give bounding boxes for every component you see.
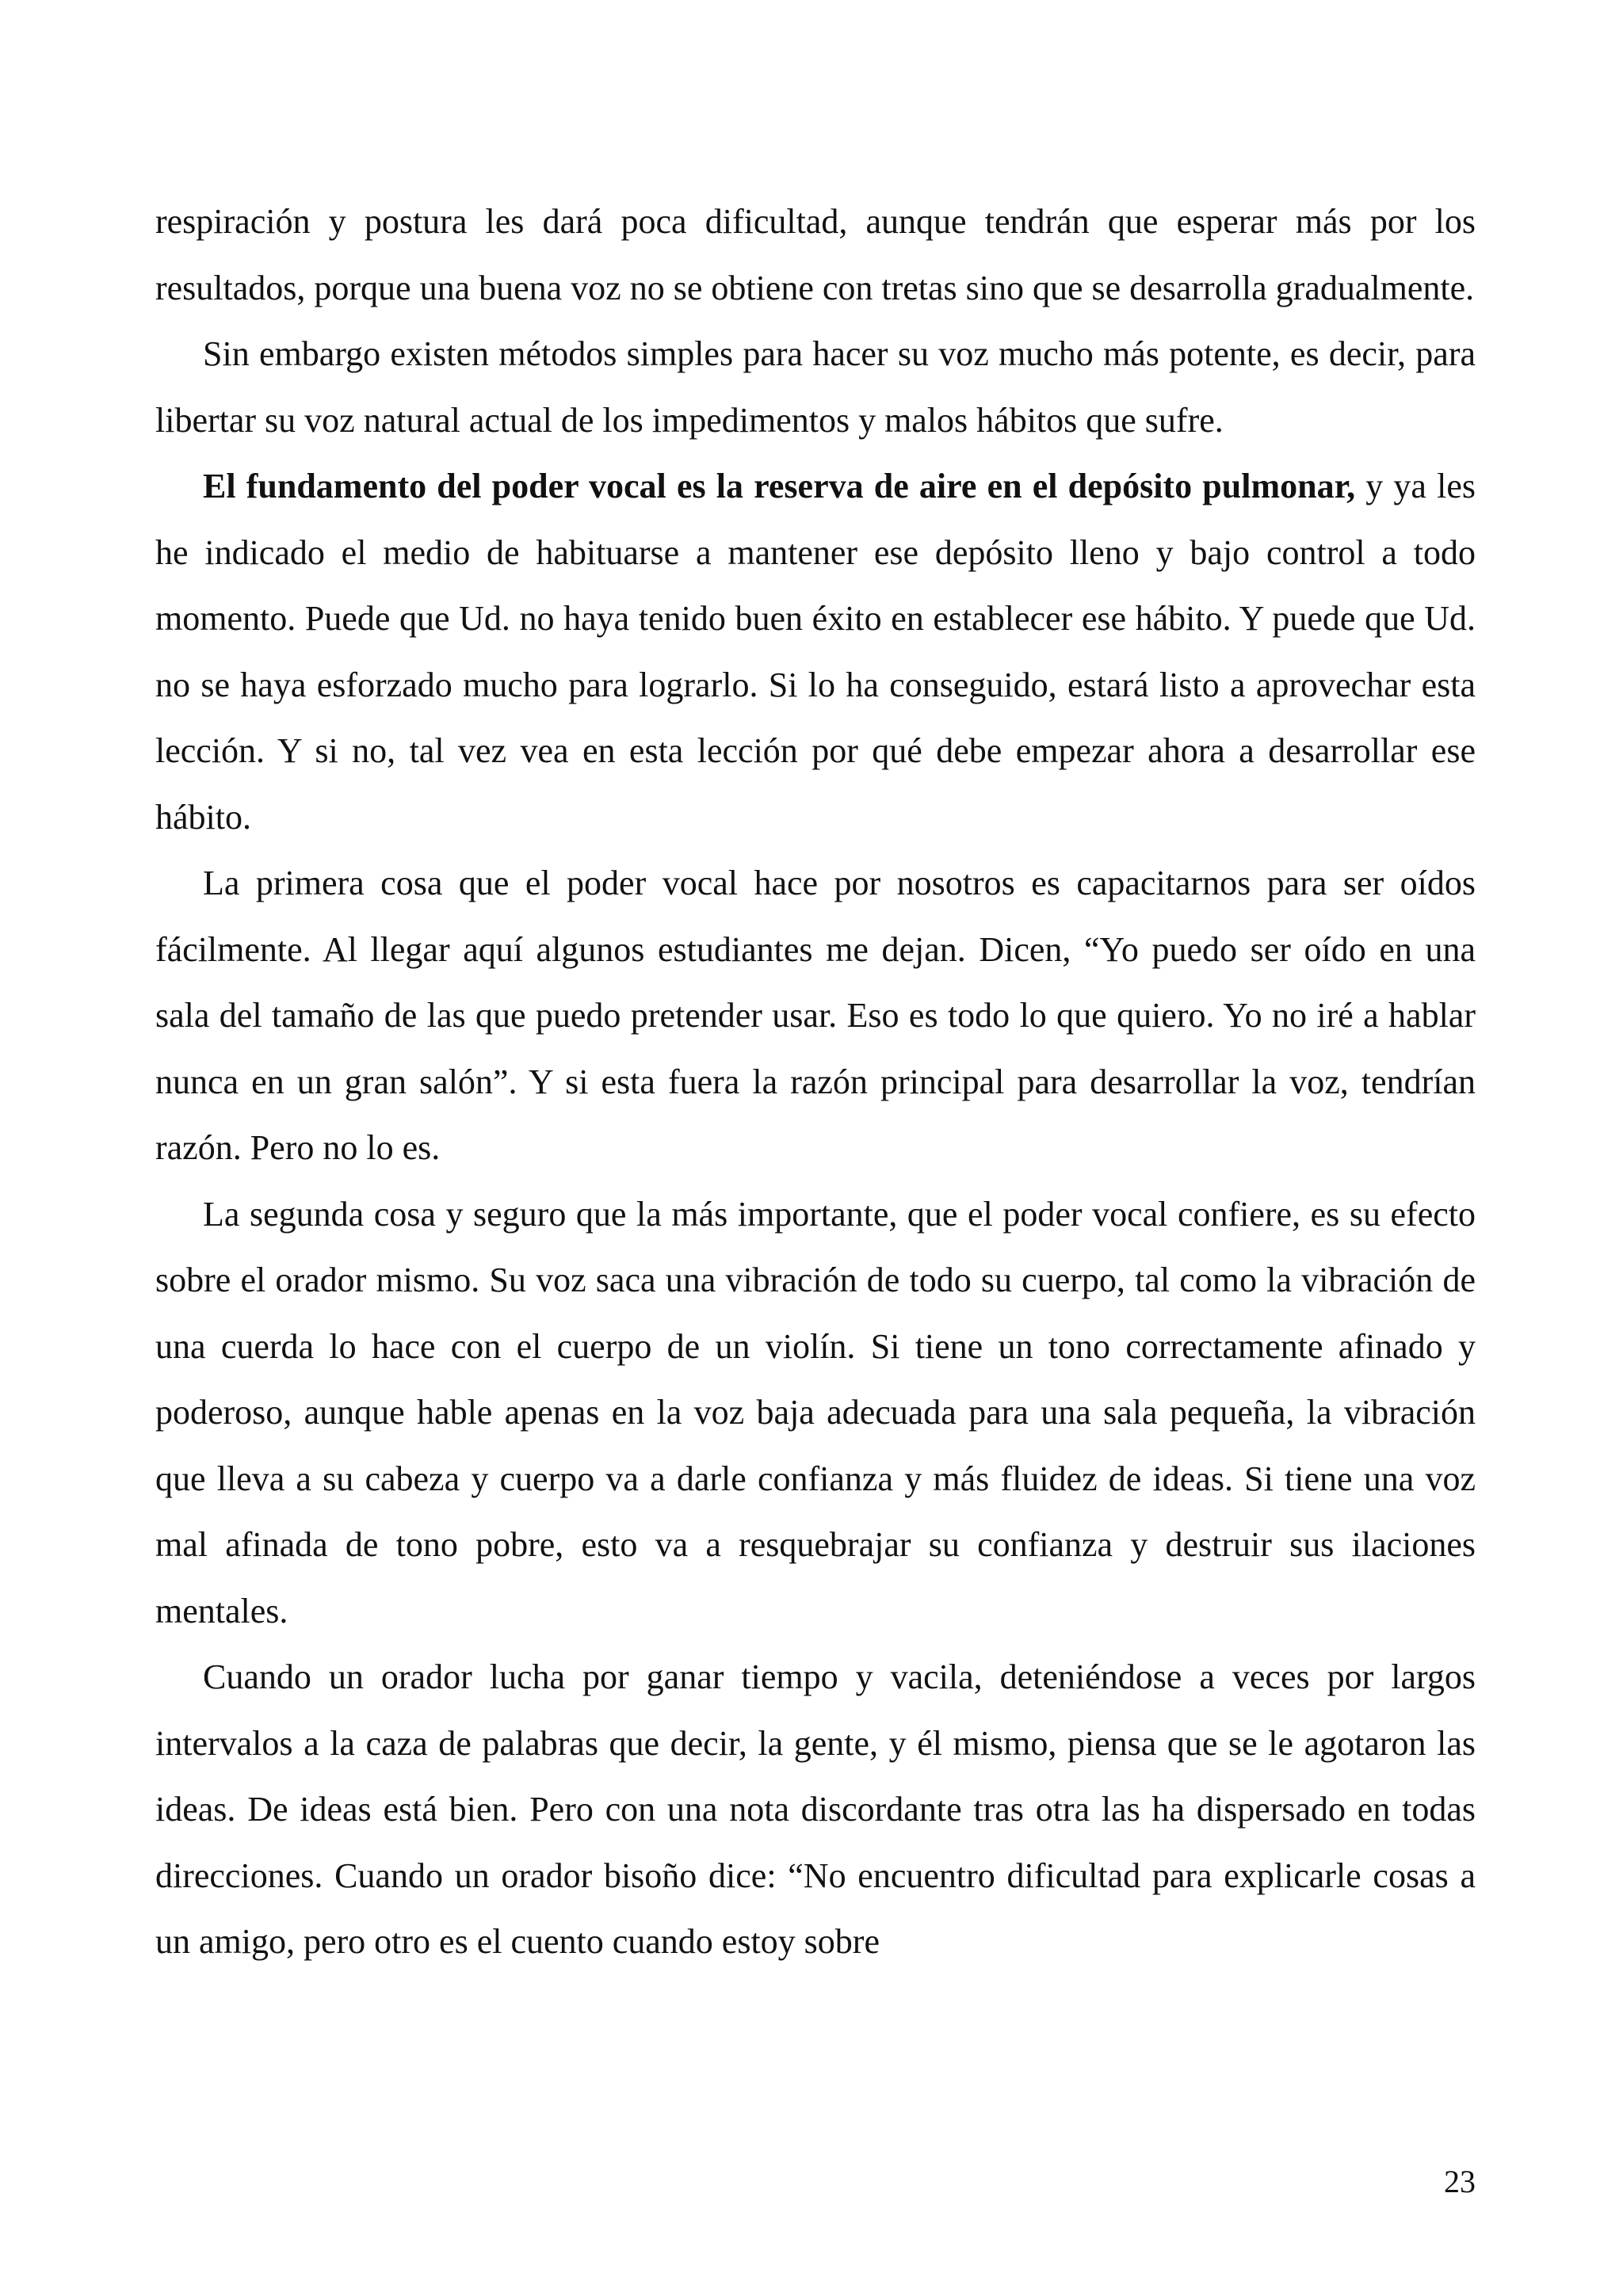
paragraph-6 — [155, 1644, 1476, 1975]
paragraph-3-text: y ya les he indicado el medio de habituarse a mantener ese depósito lleno y bajo control a todo momento. Puede que Ud. no haya tenido buen éxito en establecer ese hábito. Y puede que Ud. no se haya esforzado mucho para lograrlo. Si lo ha conseguido, estará listo a aprovechar esta lección. Y si no, tal vez vea en esta lección por qué debe empezar ahora a desarrollar ese hábito. — [155, 467, 1476, 837]
paragraph-1-text: respiración y postura les dará poca dificultad, aunque tendrán que esperar más por los resultados, porque una buena voz no se obtiene con tretas sino que se desarrolla gradualmente. — [155, 202, 1476, 307]
paragraph-3-bold-lead: El fundamento del poder vocal es la reserva de aire en el depósito pulmonar, — [203, 467, 1356, 505]
paragraph-1 — [155, 189, 1476, 321]
paragraph-3 — [155, 453, 1476, 850]
page-number: 23 — [1444, 2164, 1476, 2199]
paragraph-2-text: Sin embargo existen métodos simples para hacer su voz mucho más potente, es decir, para libertar su voz natural actual de los impedimentos y malos hábitos que sufre. — [155, 334, 1476, 440]
body-text — [155, 189, 1476, 1975]
paragraph-5-text: La segunda cosa y seguro que la más importante, que el poder vocal confiere, es su efecto sobre el orador mismo. Su voz saca una vibración de todo su cuerpo, tal como la vibración de una cuerda lo hace con el cuerpo de un violín. Si tiene un tono correctamente afinado y poderoso, aunque hable apenas en la voz baja adecuada para una sala pequeña, la vibración que lleva a su cabeza y cuerpo va a darle confianza y más fluidez de ideas. Si tiene una voz mal afinada de tono pobre, esto va a resquebrajar su confianza y destruir sus ilaciones mentales. — [155, 1194, 1476, 1630]
paragraph-6-text: Cuando un orador lucha por ganar tiempo y vacila, deteniéndose a veces por largos intervalos a la caza de palabras que decir, la gente, y él mismo, piensa que se le agotaron las ideas. De ideas está bien. Pero con una nota discordante tras otra las ha dispersado en todas direcciones. Cuando un orador bisoño dice: “No encuentro dificultad para explicarle cosas a un amigo, pero otro es el cuento cuando estoy sobre — [155, 1657, 1476, 1961]
paragraph-2 — [155, 321, 1476, 453]
paragraph-4 — [155, 850, 1476, 1181]
paragraph-4-text: La primera cosa que el poder vocal hace por nosotros es capacitarnos para ser oídos fácilmente. Al llegar aquí algunos estudiantes me dejan. Dicen, “Yo puedo ser oído en una sala del tamaño de las que puedo pretender usar. Eso es todo lo que quiero. Yo no iré a hablar nunca en un gran salón”. Y si esta fuera la razón principal para desarrollar la voz, tendrían razón. Pero no lo es. — [155, 864, 1476, 1167]
paragraph-5 — [155, 1181, 1476, 1645]
